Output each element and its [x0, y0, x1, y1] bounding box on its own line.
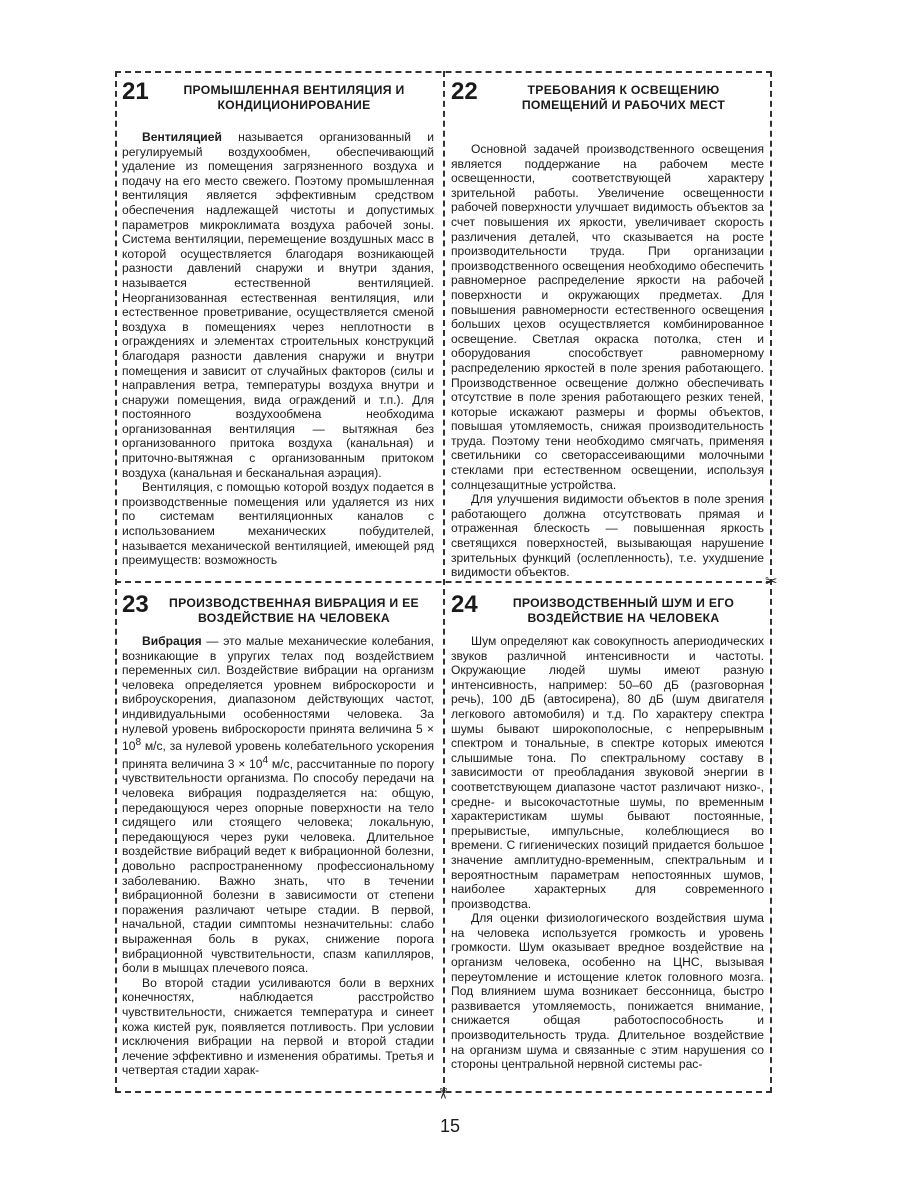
card-number: 23 — [122, 591, 149, 618]
card-body — [451, 142, 764, 580]
exponent: 4 — [262, 754, 269, 766]
page-number: 15 — [439, 1116, 461, 1136]
paragraph: Основной задачей производственного освещения является поддержание на рабочем месте освещенности, соответствующей характеру зрительной работы. Увеличение освещенности рабочей поверхности улучшает видимость объектов за счет повышения их яркости, увеличивает скорость различения деталей, что сказывается на росте производительности труда. При организации производственного освещения необходимо обеспечить равномерное распределение яркости на рабочей поверхности и окружающих предметах. Для повышения равномерности естественного освещения больших цехов осуществляется комбинированное освещение. Светлая окраска потолка, стен и оборудования способствует равномерному распределению яркостей в поле зрения работающего. Производственное освещение должно обеспечивать отсутствие в поле зрения работающего резких теней, которые искажают размеры и формы объектов, повышая утомляемость, снижая производительность труда. Поэтому тени необходимо смягчать, применяя светильники со светорассеивающими молочными стеклами при естественном освещении, используя солнцезащитные устройства. — [451, 142, 764, 492]
paragraph: — это малые механические колебания, возникающие в упругих телах под воздействием переменных сил. Воздействие вибрации на организм человека определяется уровнем виброскорости и виброускорения, диапазоном действующих частот, индивидуальными особенностями человека. За нулевой уровень виброскорости принята величина 5 × 10 — [122, 634, 434, 754]
scissors-icon: ✂ — [433, 1087, 451, 1100]
card-22 — [451, 80, 764, 580]
card-24 — [451, 593, 764, 1072]
card-number: 22 — [451, 78, 478, 105]
card-title: ПРОМЫШЛЕННАЯ ВЕНТИЛЯЦИЯ И КОНДИЦИОНИРОВАНИЕ — [183, 83, 405, 112]
card-21 — [122, 80, 434, 568]
card-body — [451, 634, 764, 1072]
term: Вентиляцией — [142, 130, 222, 144]
horizontal-cut-line — [115, 581, 772, 583]
card-title: ПРОИЗВОДСТВЕННЫЙ ШУМ И ЕГО ВОЗДЕЙСТВИЕ НА ЧЕЛОВЕКА — [512, 596, 735, 625]
card-number: 24 — [451, 591, 478, 618]
exponent: 8 — [135, 737, 142, 749]
paragraph: Для улучшения видимости объектов в поле зрения работающего должна отсутствовать прямая и отраженная блескость — повышенная яркость светящихся поверхностей, вызывающая нарушение зрительных функций (ослепленность), т.е. ухудшение видимости объектов. — [451, 492, 764, 580]
card-23 — [122, 593, 434, 1078]
card-body — [122, 634, 434, 1078]
card-body — [122, 130, 434, 568]
paragraph: Во второй стадии усиливаются боли в верхних конечностях, наблюдается расстройство чувствительности, снижается температура и синеет кожа кистей рук, появляется потливость. При условии исключения вибрации на первой и второй стадии лечение эффективно и изменения обратимы. Третья и четвертая стадии харак- — [122, 975, 434, 1078]
card-title: ПРОИЗВОДСТВЕННАЯ ВИБРАЦИЯ И ЕЕ ВОЗДЕЙСТВИЕ НА ЧЕЛОВЕКА — [169, 596, 419, 625]
paragraph: Шум определяют как совокупность апериодических звуков различной интенсивности и частоты. Окружающие людей шумы имеют разную интенсивность, например: 50–60 дБ (разговорная речь), 100 дБ (автосирена), 80 дБ (шум двигателя легкового автомобиля) и т.д. По характеру спектра шумы бывают широкополосные, с непрерывным спектром и тональные, в спектре которых имеются слышимые тона. По спектральному составу в зависимости от преобладания звуковой энергии в соответствующем диапазоне частот различают низко-, средне- и высокочастотные шумы, по временным характеристикам шумы бывают постоянные, прерывистые, импульсные, колеблющиеся во времени. С гигиенических позиций придается большое значение амплитудно-временным, спектральным и вероятностным параметрам непостоянных шумов, наиболее характерных для современного производства. — [451, 634, 764, 911]
card-title: ТРЕБОВАНИЯ К ОСВЕЩЕНИЮ ПОМЕЩЕНИЙ И РАБОЧИХ МЕСТ — [521, 83, 726, 112]
paragraph: Вентиляция, с помощью которой воздух подается в производственные помещения или удаляется из них по системам вентиляционных каналов с использованием механических побудителей, называется механической вентиляцией, имеющей ряд преимуществ: возможность — [122, 480, 434, 568]
card-number: 21 — [122, 78, 149, 105]
paragraph: Для оценки физиологического воздействия шума на человека используется громкость и уровень громкости. Шум оказывает вредное воздействие на организм человека, особенно на ЦНС, вызывая переутомление и истощение клеток головного мозга. Под влиянием шума возникает бессонница, быстро развивается утомляемость, понижается внимание, снижается общая работоспособность и производительность труда. Длительное воздействие на организм шума и связанные с этим нарушения со стороны центральной нервной системы рас- — [451, 911, 764, 1072]
scissors-icon: ✂ — [765, 573, 778, 590]
term: Вибрация — [142, 634, 202, 648]
paragraph: м/с, за нулевой уровень колебательного ускорения принята величина 3 × 10 — [122, 739, 434, 771]
paragraph: м/с, рассчитанные по порогу чувствительности организма. По способу передачи на человека вибрация подразделяется на: общую, передающуюся через опорные поверхности на тело сидящего или стоящего человека; локальную, передающуюся через руки человека. Длительное воздействие вибраций ведет к вибрационной болезни, довольно распространенному профессиональному заболеванию. Важно знать, что в течении вибрационной болезни в зависимости от степени поражения различают четыре стадии. В первой, начальной, стадии симптомы незначительны: слабо выраженная боль в руках, снижение порога вибрационной чувствительности, спазм капилляров, боли в мышцах плечевого пояса. — [122, 756, 434, 976]
paragraph: называется организованный и регулируемый воздухообмен, обеспечивающий удаление из помещения загрязненного воздуха и подачу на его место свежего. Поэтому промышленная вентиляция является эффективным средством обеспечения надлежащей чистоты и допустимых параметров микроклимата воздуха рабочей зоны. Система вентиляции, перемещение воздушных масс в которой осуществляется благодаря возникающей разности давлений снаружи и внутри здания, называется естественной вентиляцией. Неорганизованная естественная вентиляция, или естественное проветривание, осуществляется сменой воздуха в помещениях через неплотности в ограждениях и элементах строительных конструкций благодаря разности давления снаружи и внутри помещения и зависит от случайных факторов (силы и направления ветра, температуры воздуха внутри и снаружи помещения, вида ограждений и т.п.). Для постоянного воздухообмена необходима организованная вентиляция — вытяжная без организованного притока воздуха (канальная) и приточно-вытяжная с организованным притоком воздуха (канальная и бесканальная аэрация). — [122, 130, 434, 480]
